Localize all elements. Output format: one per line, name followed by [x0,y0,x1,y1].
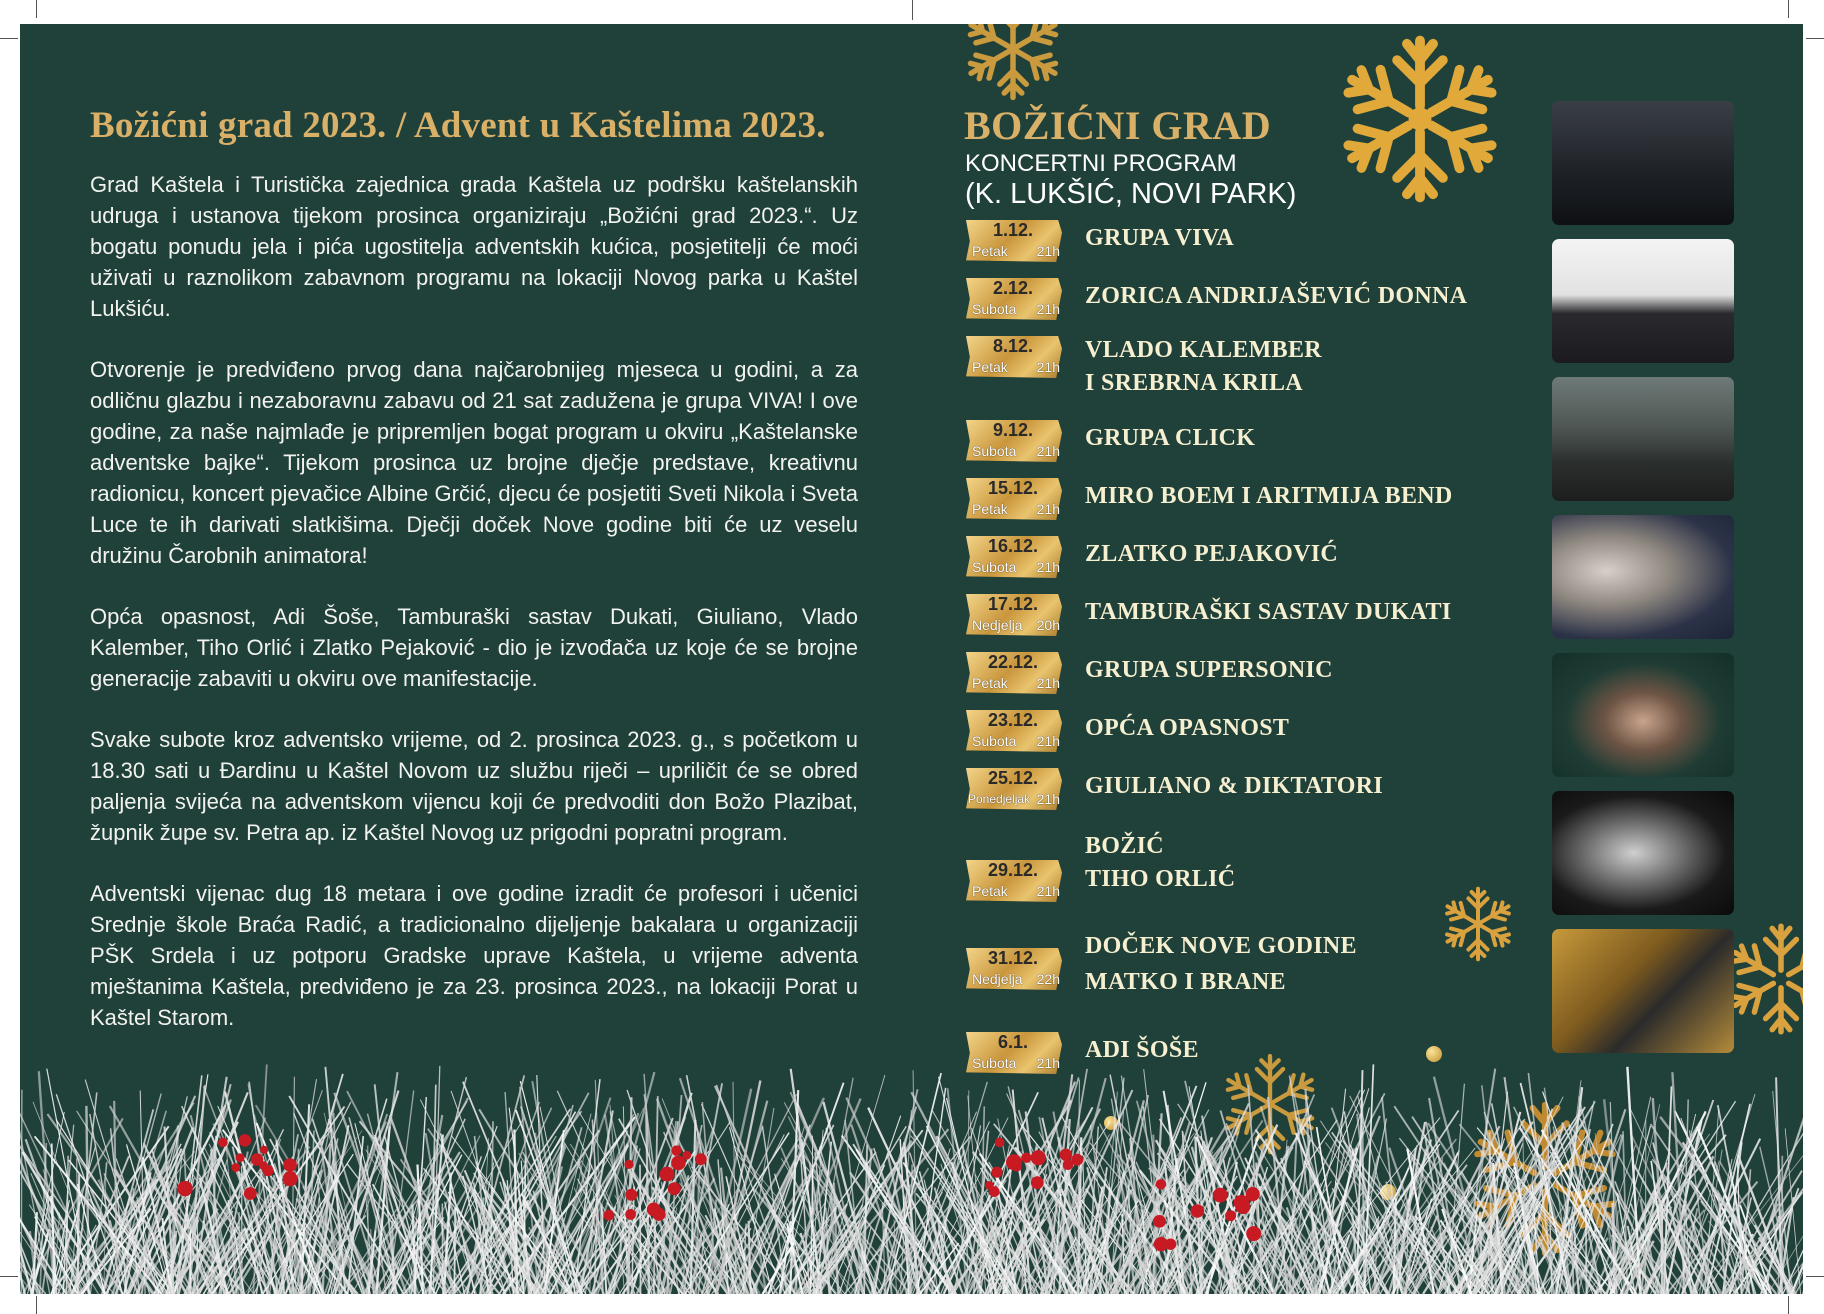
event-day: Petak [972,501,1008,517]
event-performer [1085,654,1333,687]
paragraph: Otvorenje je predviđeno prvog dana najčarobnijeg mjeseca u godini, a za odličnu glazbu i nezaboravnu zabavu od 21 sat zadužena je grupa VIVA! I ove godine, za naše najmlađe je pripremljen bogat program u okviru „Kaštelanske adventske bajke“. Tijekom prosinca uz brojne dječje predstave, kreativnu radionicu, koncert pjevačice Albine Grčić, djecu će posjetiti Sveti Nikola i Sveta Luce te ih darivati slatkišima. Dječji doček Nove godine biti će uz veselu družinu Čarobnih animatora! [90,357,858,568]
event-time: 21h [1036,733,1060,749]
event-day: Subota [972,559,1017,575]
event-time: 22h [1036,971,1060,987]
event-time: 20h [1036,617,1060,633]
pine-branches-decoration [20,1064,1803,1294]
date-badge [964,536,1062,580]
date-badge [964,420,1062,464]
crop-mark [0,38,18,39]
event-date: 8.12. [992,336,1034,356]
event-time: 21h [1036,1055,1060,1071]
performer-line: GRUPA SUPERSONIC [1085,657,1333,683]
event-day: Nedjelja [972,617,1023,633]
performer-line: ADI ŠOŠE [1085,1037,1199,1063]
performer-line: OPĆA OPASNOST [1085,715,1290,741]
paragraph: Adventski vijenac dug 18 metara i ove godine izradit će profesori i učenici Srednje škole Braća Radić, a tradicionalno dijeljenje bakalara u organizaciji PŠK Srdela i uz potporu Gradske uprave Kaštela, u vrijeme adventa mještanima Kaštela, predviđeno je za 23. prosinca 2023., na lokaciji Porat u Kaštel Starom. [90,881,858,1030]
event-time: 21h [1036,883,1060,899]
event-performer [1085,770,1383,803]
crop-mark [36,0,37,18]
event-performer [1085,334,1322,400]
event-day: Nedjelja [972,971,1023,987]
event-day: Subota [972,1055,1017,1071]
date-badge [964,768,1062,812]
paragraph: Opća opasnost, Adi Šoše, Tamburaški sastav Dukati, Giuliano, Vlado Kalember, Tiho Orlić i Zlatko Pejaković - dio je izvođača uz koje će se brojne generacije zabaviti u okviru ove manifestacije. [90,604,858,691]
event-day: Subota [972,301,1017,317]
event-date: 2.12. [992,278,1034,298]
date-badge [964,336,1062,380]
event-date: 23.12. [987,710,1039,730]
event-performer [1085,928,1357,1000]
left-page-text [90,169,858,1063]
performer-photo [1552,653,1734,777]
event-time: 21h [1036,791,1060,807]
performer-line: GRUPA VIVA [1085,225,1235,251]
event-performer [1085,712,1289,745]
event-date: 25.12. [987,768,1039,788]
date-badge [964,478,1062,522]
event-time: 21h [1036,443,1060,459]
event-day: Petak [972,883,1008,899]
event-time: 21h [1036,559,1060,575]
crop-mark [1788,1296,1789,1314]
performer-line: VLADO KALEMBER [1085,337,1322,363]
performer-line: GRUPA CLICK [1085,425,1256,451]
crop-mark [1788,0,1789,18]
event-day: Subota [972,733,1017,749]
performer-line: TIHO ORLIĆ [1085,866,1236,892]
right-page-title: BOŽIĆNI GRAD [964,103,1272,148]
event-performer [1085,422,1255,455]
crop-mark [36,1296,37,1314]
event-date: 22.12. [987,652,1039,672]
event-date: 9.12. [992,420,1034,440]
event-performer [1085,1034,1199,1067]
performer-photo [1552,515,1734,639]
performer-line: DOČEK NOVE GODINE [1085,933,1357,959]
performer-line: ZORICA ANDRIJAŠEVIĆ DONNA [1085,283,1468,309]
event-date: 29.12. [987,860,1039,880]
event-date: 6.1. [997,1032,1029,1052]
event-performer [1085,480,1453,513]
event-performer [1085,538,1338,571]
event-time: 21h [1036,359,1060,375]
event-performer [1085,596,1451,629]
performer-line: TAMBURAŠKI SASTAV DUKATI [1085,599,1452,625]
performer-line: BOŽIĆ [1085,833,1164,859]
program-location: (K. LUKŠIĆ, NOVI PARK) [965,178,1297,210]
date-badge [964,948,1062,992]
performer-line: ZLATKO PEJAKOVIĆ [1085,541,1339,567]
performer-line: I SREBRNA KRILA [1085,370,1303,396]
performer-photo [1552,791,1734,915]
brochure-spread [20,24,1803,1294]
event-time: 21h [1036,301,1060,317]
event-time: 21h [1036,243,1060,259]
event-date: 17.12. [987,594,1039,614]
event-date: 1.12. [992,220,1034,240]
event-date: 15.12. [987,478,1039,498]
snowflake-icon [958,24,1068,104]
crop-mark [912,0,913,20]
left-page-title: Božićni grad 2023. / Advent u Kaštelima 2023. [90,105,826,146]
performer-photo [1552,239,1734,363]
crop-mark [0,1276,18,1277]
event-day: Petak [972,243,1008,259]
crop-mark [1806,38,1824,39]
performer-photo [1552,101,1734,225]
program-subtitle: KONCERTNI PROGRAM [965,150,1237,177]
date-badge [964,220,1062,264]
event-day: Petak [972,359,1008,375]
date-badge [964,860,1062,904]
date-badge [964,594,1062,638]
event-time: 21h [1036,675,1060,691]
snowflake-icon [1726,914,1803,1044]
event-time: 21h [1036,501,1060,517]
event-day: Ponedjeljak [968,792,1031,806]
event-performer [1085,280,1467,313]
date-badge [964,710,1062,754]
event-day: Petak [972,675,1008,691]
date-badge [964,278,1062,322]
event-date: 16.12. [987,536,1039,556]
performer-line: MIRO BOEM I ARITMIJA BEND [1085,483,1453,509]
performer-photo [1552,929,1734,1053]
performer-line: MATKO I BRANE [1085,969,1286,995]
event-day: Subota [972,443,1017,459]
date-badge [964,652,1062,696]
paragraph: Svake subote kroz adventsko vrijeme, od 2. prosinca 2023. g., s početkom u 18.30 sati u Đardinu u Kaštel Novom uz službu riječi – upriličit će se obred paljenja svijeća na adventskom vijencu koji će predvoditi don Božo Plazibat, župnik župe sv. Petra ap. iz Kaštel Novog uz prigodni popratni program. [90,727,858,845]
performer-photo [1552,377,1734,501]
event-performer [1085,222,1234,255]
event-date: 31.12. [987,948,1039,968]
event-performer [1085,830,1235,896]
paragraph: Grad Kaštela i Turistička zajednica grada Kaštela uz podršku kaštelanskih udruga i ustanova tijekom prosinca organiziraju „Božićni grad 2023.“. Uz bogatu ponudu jela i pića ugostitelja adventskih kućica, posjetitelji će moći uživati u raznolikom zabavnom programu na lokaciji Novog parka u Kaštel Lukšiću. [90,172,858,321]
performer-line: GIULIANO & DIKTATORI [1085,773,1384,799]
snowflake-icon [1320,34,1520,204]
concert-schedule [964,220,1524,1100]
crop-mark [1806,1276,1824,1277]
